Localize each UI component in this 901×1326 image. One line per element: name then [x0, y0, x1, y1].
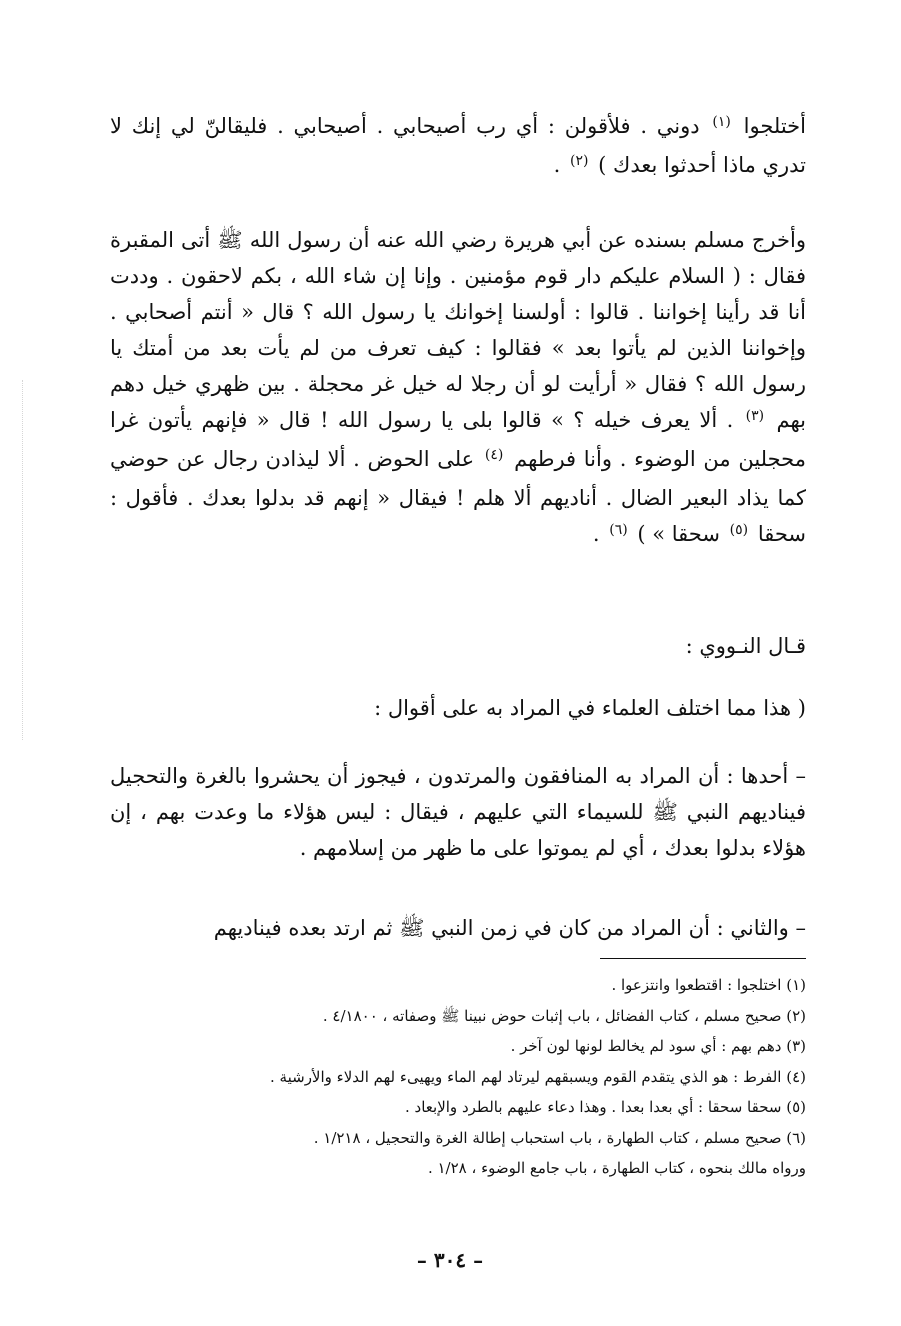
section-heading-nawawi: قـال النـووي :: [685, 634, 806, 658]
text-segment: على الحوض . ألا ليذادن رجال عن حوضي كما يذاد البعير الضال . أناديهم ألا هلم ! فيقال « إنهم قد بدلوا بعدك . فأقول : سحقا: [110, 447, 806, 546]
footnote-2: (٢) صحيح مسلم ، كتاب الفضائل ، باب إثبات حوض نبينا ﷺ وصفاته ، ٤/١٨٠٠ .: [322, 1006, 806, 1025]
footnote-ref-4[interactable]: (٤): [484, 447, 504, 463]
scan-margin-mark: [22, 380, 25, 740]
text-segment: وأخرج مسلم بسنده عن أبي هريرة رضي الله عنه أن رسول الله ﷺ أتى المقبرة فقال : ( السلام عليكم دار قوم مؤمنين . وإنا إن شاء الله ، بكم لاحقون . وددت أنا قد رأينا إخواننا . قالوا : أولسنا إخوانك يا رسول الله ؟ قال « أنتم أصحابي . وإخواننا الذين لم يأتوا بعد » فقالوا : كيف تعرف من لم يأت بعد من أمتك يا رسول الله ؟ فقال « أرأيت لو أن رجلا له خيل غر محجلة . بين ظهري خيل دهم بهم: [110, 228, 806, 432]
text-segment: سحقا » ): [637, 522, 720, 546]
footnote-ref-6[interactable]: (٦): [609, 522, 628, 538]
footnote-6-continuation: ورواه مالك بنحوه ، كتاب الطهارة ، باب جامع الوضوء ، ١/٢٨ .: [427, 1159, 806, 1177]
text-segment: .: [592, 522, 600, 546]
footnote-5: (٥) سحقا سحقا : أي بعدا بعدا . وهذا دعاء عليهم بالطرد والإبعاد .: [405, 1098, 806, 1116]
footnote-ref-1[interactable]: (١): [712, 114, 731, 130]
footnote-divider: [600, 958, 806, 959]
paragraph-first-opinion: – أحدها : أن المراد به المنافقون والمرتدون ، فيجوز أن يحشروا بالغرة والتحجيل فيناديهم النبي ﷺ للسيماء التي عليهم ، فيقال : ليس هؤلاء ما وعدت بهم ، إن هؤلاء بدلوا بعدك ، أي لم يموتوا على ما ظهر من إسلامهم .: [110, 764, 806, 860]
footnote-ref-5[interactable]: (٥): [729, 522, 749, 538]
footnote-ref-2[interactable]: (٢): [569, 153, 589, 169]
paragraph-intro-quote: ( هذا مما اختلف العلماء في المراد به على أقوال :: [374, 696, 806, 720]
text-segment: .: [553, 153, 561, 177]
paragraph-muslim-hadith: [110, 222, 806, 555]
page-number: – ٣٠٤ –: [416, 1248, 484, 1272]
footnotes-section: [140, 970, 806, 1184]
footnote-4: (٤) الفرط : هو الذي يتقدم القوم ويسبقهم ليرتاد لهم الماء ويهيىء لهم الدلاء والأرشية .: [270, 1067, 806, 1086]
footnote-1: (١) اختلجوا : اقتطعوا وانتزعوا .: [611, 976, 806, 994]
paragraph-second-opinion: – والثاني : أن المراد من كان في زمن النبي ﷺ ثم ارتد بعده فيناديهم: [213, 916, 806, 940]
text-segment: أختلجوا: [743, 114, 806, 138]
footnote-6: (٦) صحيح مسلم ، كتاب الطهارة ، باب استحباب إطالة الغرة والتحجيل ، ١/٢١٨ .: [313, 1128, 806, 1147]
text-segment: . ألا يعرف خيله ؟ » قالوا بلى يا رسول الله ! قال « فإنهم يأتون غرا محجلين من الوضوء . وأنا فرطهم: [110, 408, 806, 471]
text-segment: دوني . فلأقولن : أي رب أصيحابي . أصيحابي . فليقالنّ لي إنك لا تدري ماذا أحدثوا بعدك ): [110, 114, 806, 177]
footnote-ref-3[interactable]: (٣): [745, 408, 765, 424]
footnote-3: (٣) دهم بهم : أي سود لم يخالط لونها لون آخر .: [510, 1037, 806, 1055]
paragraph-hadith-continuation: [110, 108, 806, 186]
